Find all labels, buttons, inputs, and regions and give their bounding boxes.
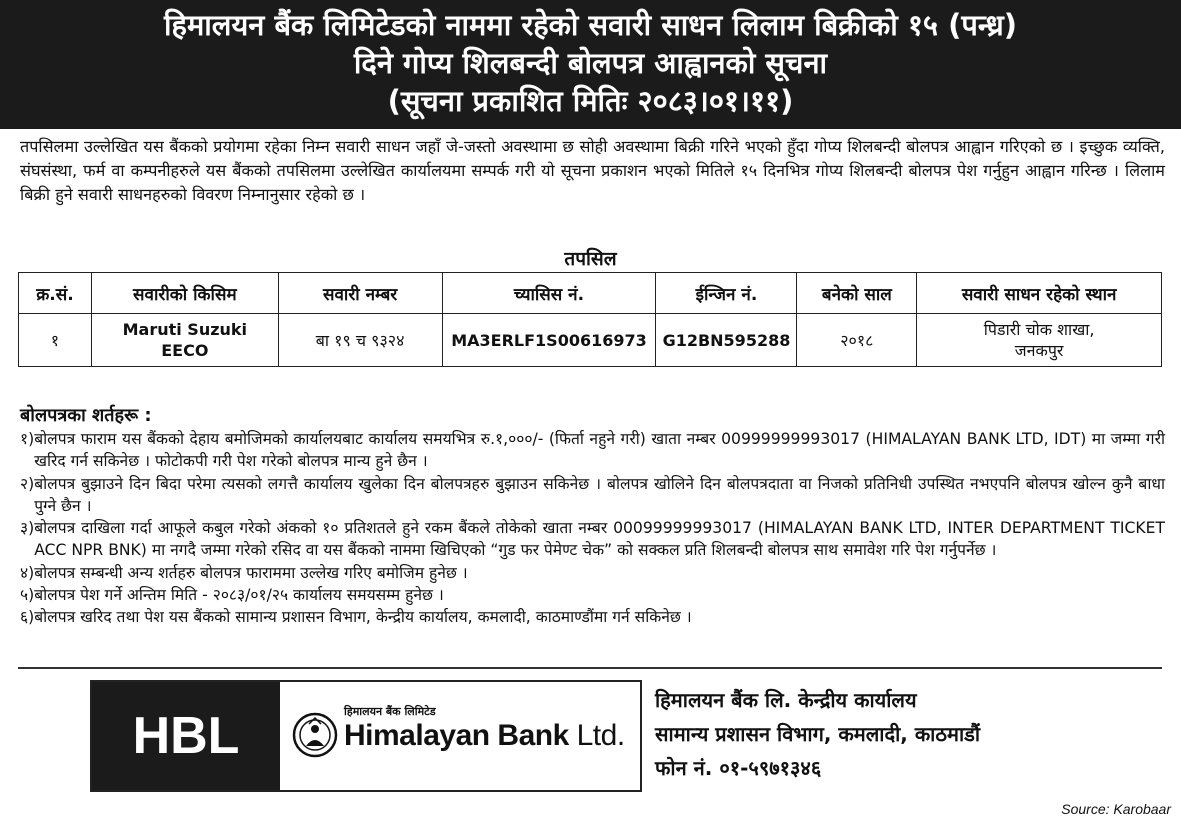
bank-logo (90, 680, 642, 792)
bank-emblem-icon (292, 712, 338, 758)
term-number: २) (20, 474, 35, 493)
header-publish-date: (सूचना प्रकाशित मितिः २०८३।०१।११) (387, 84, 794, 118)
cell-year: २०१८ (797, 314, 917, 367)
contact-phone: फोन नं. ०१-५९७१३४६ (655, 756, 822, 780)
bank-name-ltd: Ltd. (568, 719, 625, 752)
cell-vehicle-number: बा १९ च ९३२४ (278, 314, 442, 367)
term-number: ६) (20, 608, 35, 627)
term-number: १) (20, 430, 35, 448)
term-text: बोलपत्र सम्बन्धी अन्य शर्तहरु बोलपत्र फाराममा उल्लेख गरिए बमोजिम हुनेछ । (34, 563, 468, 582)
bank-name-english (344, 719, 625, 753)
col-header-vehicle-number: सवारी नम्बर (278, 273, 442, 314)
bank-name-english-main: Himalayan Bank (344, 719, 569, 752)
col-header-vehicle-type: सवारीको किसिम (91, 273, 278, 314)
cell-serial: १ (19, 314, 92, 367)
location-line2: जनकपुर (1014, 341, 1064, 360)
col-header-engine: ईन्जिन नं. (656, 273, 797, 314)
intro-paragraph: तपसिलमा उल्लेखित यस बैंकको प्रयोगमा रहेका निम्न सवारी साधन जहाँ जे-जस्तो अवस्थामा छ सोही अवस्थामा बिक्री गरिने भएको हुँदा गोप्य शिलबन्दी बोलपत्र आह्वान गरिएको छ । इच्छुक व्यक्ति, संघसंस्था, फर्म वा कम्पनीहरुले यस बैंकको तपसिलमा उल्लेखित कार्यालयमा सम्पर्क गरी यो सूचना प्रकाशन भएको मितिले १५ दिनभित्र गोप्य शिलबन्दी बोलपत्र पेश गर्नुहुन आह्वान गरिन्छ । लिलाम बिक्री हुने सवारी साधनहरुको विवरण निम्नानुसार रहेको छ । (20, 137, 1165, 204)
cell-chassis: MA3ERLF1S00616973 (442, 314, 656, 367)
bank-name-nepali: हिमालयन बैंक लिमिटेड (344, 705, 436, 718)
section-divider (18, 667, 1162, 669)
term-number: ५) (20, 586, 35, 605)
cell-engine: G12BN595288 (656, 314, 797, 367)
location-line1: पिडारी चोक शाखा, (983, 320, 1095, 339)
table-header-row (19, 273, 1162, 314)
hbl-wordmark: HBL (92, 682, 280, 790)
contact-office-name: हिमालयन बैंक लि. केन्द्रीय कार्यालय (655, 688, 917, 712)
cell-location (917, 314, 1162, 367)
source-credit: Source: Karobaar (1061, 801, 1171, 817)
terms-title: बोलपत्रका शर्तहरू : (20, 405, 152, 426)
list-item (20, 428, 1165, 473)
term-number: ३) (20, 519, 35, 538)
header-title-line1: हिमालयन बैंक लिमिटेडको नाममा रहेको सवारी साधन लिलाम बिक्रीको १५ (पन्ध्र) (164, 8, 1017, 42)
header-title-line2: दिने गोप्य शिलबन्दी बोलपत्र आह्वानको सूचना (353, 46, 828, 80)
list-item (20, 473, 1165, 518)
col-header-location: सवारी साधन रहेको स्थान (917, 273, 1162, 314)
bank-name-block (344, 682, 625, 790)
table-row (19, 314, 1162, 367)
list-item (20, 517, 1165, 562)
col-header-year: बनेको साल (797, 273, 917, 314)
contact-department: सामान्य प्रशासन विभाग, कमलादी, काठमाडौं (655, 722, 981, 746)
vehicle-table (18, 272, 1162, 367)
cell-vehicle-type (91, 314, 278, 367)
term-text: बोलपत्र खरिद तथा पेश यस बैंकको सामान्य प्रशासन विभाग, केन्द्रीय कार्यालय, कमलादी, काठमाण्डौंमा गर्न सकिनेछ । (34, 608, 692, 627)
notice-header (0, 0, 1181, 129)
term-text: बोलपत्र बुझाउने दिन बिदा परेमा त्यसको लगत्तै कार्यालय खुलेका दिन बोलपत्रहरु बुझाउन सकिनेछ । बोलपत्र खोलिने दिन बोलपत्रदाता वा निजको प्रतिनिधी उपस्थित नभएपनि बोलपत्र खोल्न कुनै बाधा पुग्ने छैन । (34, 474, 1165, 515)
term-text: बोलपत्र दाखिला गर्दा आफूले कबुल गरेको अंकको १० प्रतिशतले हुने रकम बैंकले तोकेको खाता नम्बर 00099999993017 (HIMALAYAN BANK LTD, INTER DEPARTMENT TICKET ACC NPR BNK) मा नगदै जम्मा गरेको रसिद वा यस बैंकको नाममा खिचिएको “गुड फर पेमेण्ट चेक” को सक्कल प्रति शिलबन्दी बोलपत्र साथ समावेश गरि पेश गर्नुपर्नेछ । (34, 519, 1165, 560)
col-header-serial: क्र.सं. (19, 273, 92, 314)
terms-list (20, 428, 1165, 629)
list-item (20, 606, 1165, 628)
schedule-title: तपसिल (564, 248, 617, 270)
term-text: बोलपत्र पेश गर्ने अन्तिम मिति - २०८३/०१/२५ कार्यालय समयसम्म हुनेछ । (34, 586, 444, 605)
vehicle-type-line2: EECO (161, 341, 209, 360)
office-contact (655, 683, 980, 785)
col-header-chassis: च्यासिस नं. (442, 273, 656, 314)
list-item (20, 584, 1165, 606)
term-number: ४) (20, 563, 35, 582)
vehicle-type-line1: Maruti Suzuki (122, 320, 248, 339)
list-item (20, 562, 1165, 584)
term-text: बोलपत्र फाराम यस बैंकको देहाय बमोजिमको कार्यालयबाट कार्यालय समयभित्र रु.१,०००/- (फिर्ता नहुने गरी) खाता नम्बर 00999999993017 (HIMALAYAN BANK LTD, IDT) मा जम्मा गरी खरिद गर्न सकिनेछ । फोटोकपी गरी पेश गरेको बोलपत्र मान्य हुने छैन । (34, 430, 1165, 471)
